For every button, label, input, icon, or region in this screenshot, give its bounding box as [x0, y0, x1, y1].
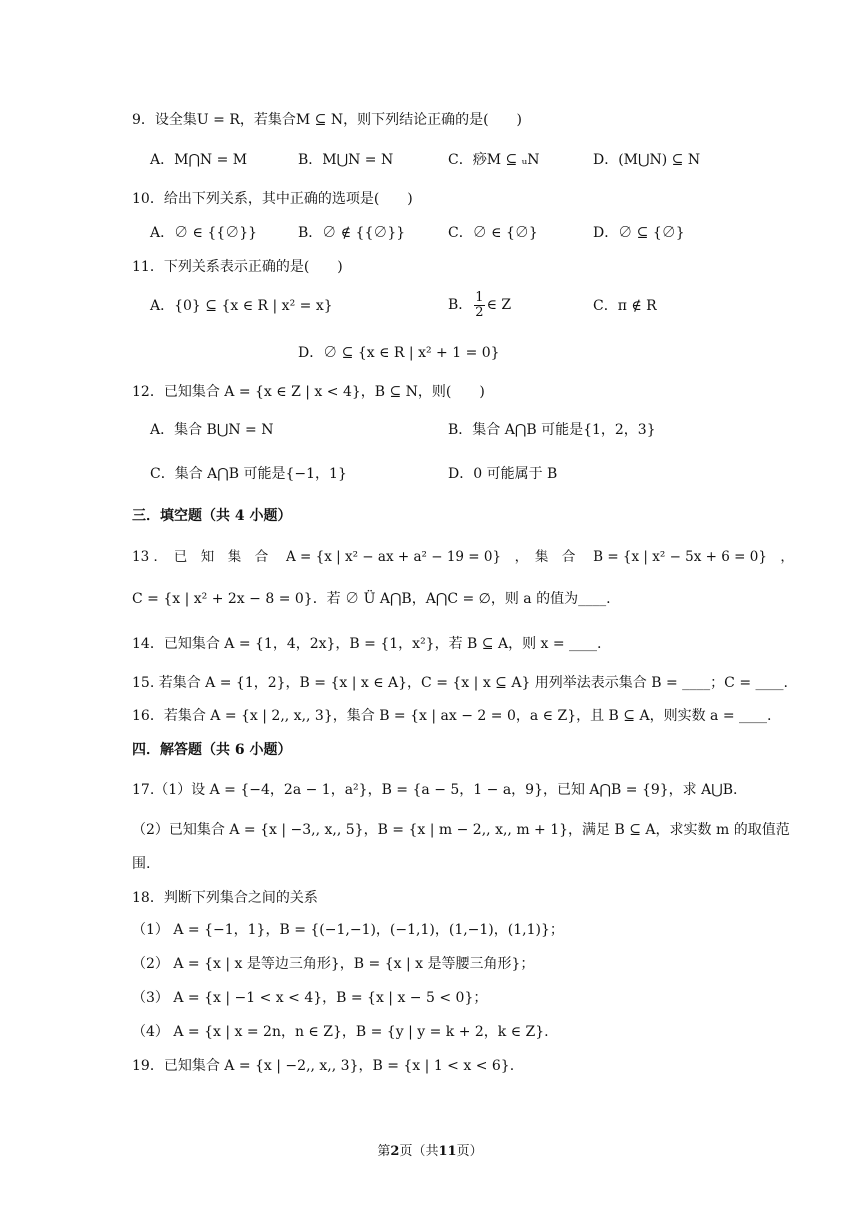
- q10-option-c: C．∅ ∈ {∅}: [448, 225, 538, 241]
- q9-option-d: D．(M⋃N) ⊆ N: [593, 152, 701, 168]
- q11-option-b: B． $\frac{1}{2}$ ∈ Z: [448, 289, 512, 320]
- question-18-item-2: （2） A = {x | x 是等边三角形}，B = {x | x 是等腰三角形}；: [132, 956, 535, 972]
- q11-option-a: A．{0} ⊆ {x ∈ R | x² = x}: [150, 298, 333, 314]
- question-18-item-1: （1） A = {−1，1}，B = {(−1,−1)，(−1,1)，(1,−1)，(1,1)}；: [132, 922, 564, 938]
- q12-option-c: C．集合 A⋂B 可能是{−1，1}: [150, 466, 347, 482]
- question-18-item-4: （4） A = {x | x = 2n，n ∈ Z}，B = {y | y = k + 2，k ∈ Z}.: [132, 1024, 549, 1040]
- q9-option-a: A．M⋂N = M: [150, 152, 248, 168]
- q11-option-c: C．π ∉ R: [593, 298, 657, 314]
- q10-option-d: D．∅ ⊆ {∅}: [593, 225, 685, 241]
- question-9-stem: 9．设全集U = R，若集合M ⊆ N，则下列结论正确的是( ): [132, 112, 523, 128]
- q12-option-b: B．集合 A⋂B 可能是{1，2，3}: [448, 422, 656, 438]
- question-17-part-2-cont: 围.: [132, 856, 151, 872]
- question-11-stem: 11．下列关系表示正确的是( ): [132, 259, 343, 275]
- page-footer: 第2页（共11页）: [377, 1144, 483, 1159]
- section-3-heading: 三．填空题（共 4 小题）: [132, 508, 292, 524]
- current-page-number: 2: [390, 1144, 400, 1159]
- question-18-stem: 18．判断下列集合之间的关系: [132, 890, 318, 906]
- question-10-stem: 10．给出下列关系，其中正确的选项是( ): [132, 191, 413, 207]
- question-13-line-1: 13 ． 已 知 集 合 A = {x | x² − ax + a² − 19 = 0} ， 集 合 B = {x | x² − 5x + 6 = 0} ，: [132, 549, 794, 565]
- q9-option-b: B．M⋃N = N: [298, 152, 394, 168]
- question-16: 16．若集合 A = {x | 2,, x,, 3}，集合 B = {x | ax − 2 = 0，a ∈ Z}，且 B ⊆ A，则实数 a = ____.: [132, 708, 772, 724]
- q12-option-d: D．0 可能属于 B: [448, 466, 558, 482]
- fraction-one-half: $\frac{1}{2}$: [475, 289, 484, 320]
- question-14: 14．已知集合 A = {1，4，2x}，B = {1，x²}，若 B ⊆ A，则 x = ____.: [132, 636, 602, 652]
- question-15: 15. 若集合 A = {1，2}，B = {x | x ∈ A}，C = {x | x ⊆ A} 用列举法表示集合 B = ____；C = ____.: [132, 675, 788, 691]
- q9-option-c: C．痧M ⊆ ᵤN: [448, 152, 540, 168]
- q12-option-a: A．集合 B⋃N = N: [150, 422, 274, 438]
- question-18-item-3: （3） A = {x | −1 < x < 4}，B = {x | x − 5 < 0}；: [132, 990, 488, 1006]
- section-4-heading: 四．解答题（共 6 小题）: [132, 742, 292, 758]
- q10-option-a: A．∅ ∈ {{∅}}: [150, 225, 258, 241]
- question-17-part-1: 17.（1）设 A = {−4，2a − 1，a²}，B = {a − 5，1 − a，9}，已知 A⋂B = {9}，求 A⋃B.: [132, 782, 738, 798]
- q10-option-b: B．∅ ∉ {{∅}}: [298, 225, 406, 241]
- question-13-line-2: C = {x | x² + 2x − 8 = 0}．若 ∅ Ü A⋂B，A⋂C = ∅，则 a 的值为____.: [132, 591, 611, 607]
- q11-option-d: D．∅ ⊆ {x ∈ R | x² + 1 = 0}: [298, 345, 500, 361]
- question-19: 19．已知集合 A = {x | −2,, x,, 3}，B = {x | 1 < x < 6}.: [132, 1058, 515, 1074]
- question-12-stem: 12．已知集合 A = {x ∈ Z | x < 4}，B ⊆ N，则( ): [132, 384, 485, 400]
- question-17-part-2: （2）已知集合 A = {x | −3,, x,, 5}，B = {x | m − 2,, x,, m + 1}，满足 B ⊆ A，求实数 m 的取值范: [132, 822, 790, 838]
- total-page-count: 11: [438, 1144, 457, 1159]
